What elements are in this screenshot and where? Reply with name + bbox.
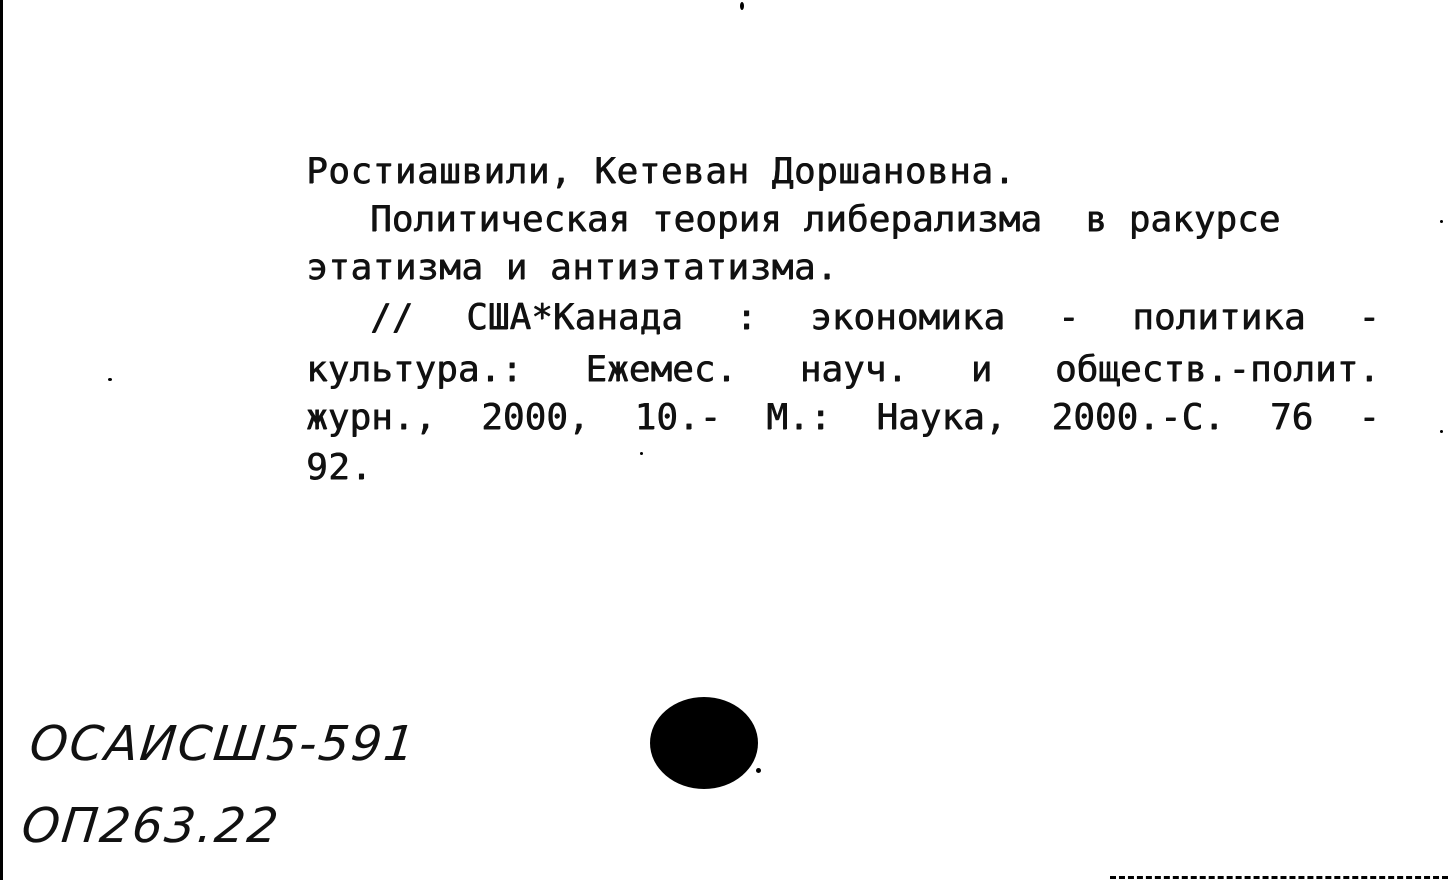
source-word: 10.- [634, 397, 722, 438]
source-word: журн., [306, 397, 437, 438]
source-word: : [735, 297, 758, 338]
source-word: // [370, 297, 414, 338]
shelfmark-line-1: ОСАИСШ5-591 [27, 716, 420, 772]
card-source-line-1 [370, 296, 1380, 340]
source-word: 76 [1269, 397, 1314, 438]
source-word: 2000.-С. [1051, 397, 1225, 438]
card-source-line-3 [306, 396, 1380, 440]
card-bottom-edge [1110, 876, 1448, 879]
scan-speck [1440, 220, 1443, 223]
source-word: Наука, [876, 397, 1007, 438]
scan-speck [640, 452, 643, 455]
card-title-line-1: Политическая теория либерализма в ракурсе [370, 199, 1281, 240]
card-title-line-2: этатизма и антиэтатизма. [306, 247, 839, 288]
source-word: США*Канада [466, 297, 683, 338]
source-word: - [1358, 397, 1380, 438]
card-source-line-2 [306, 348, 1380, 392]
scan-speck [108, 378, 112, 381]
scan-speck [1440, 430, 1443, 433]
source-word: - [1057, 297, 1080, 338]
source-word: 2000, [481, 397, 590, 438]
source-word: культура.: [306, 349, 523, 390]
source-word: - [1358, 297, 1380, 338]
source-word: обществ.-полит. [1054, 349, 1380, 390]
source-word: науч. [799, 349, 908, 390]
punch-hole [650, 697, 758, 789]
scan-speck [740, 2, 744, 10]
source-word: Ежемес. [585, 349, 738, 390]
card-source-line-4: 92. [306, 447, 373, 488]
shelfmark-line-2: ОП263.22 [19, 798, 283, 854]
card-left-edge [0, 0, 3, 880]
source-word: М.: [766, 397, 832, 438]
card-author: Ростиашвили, Кетеван Доршановна. [306, 151, 1016, 192]
source-word: и [970, 349, 993, 390]
source-word: политика [1132, 297, 1306, 338]
scan-speck [756, 768, 761, 773]
source-word: экономика [809, 297, 1006, 338]
